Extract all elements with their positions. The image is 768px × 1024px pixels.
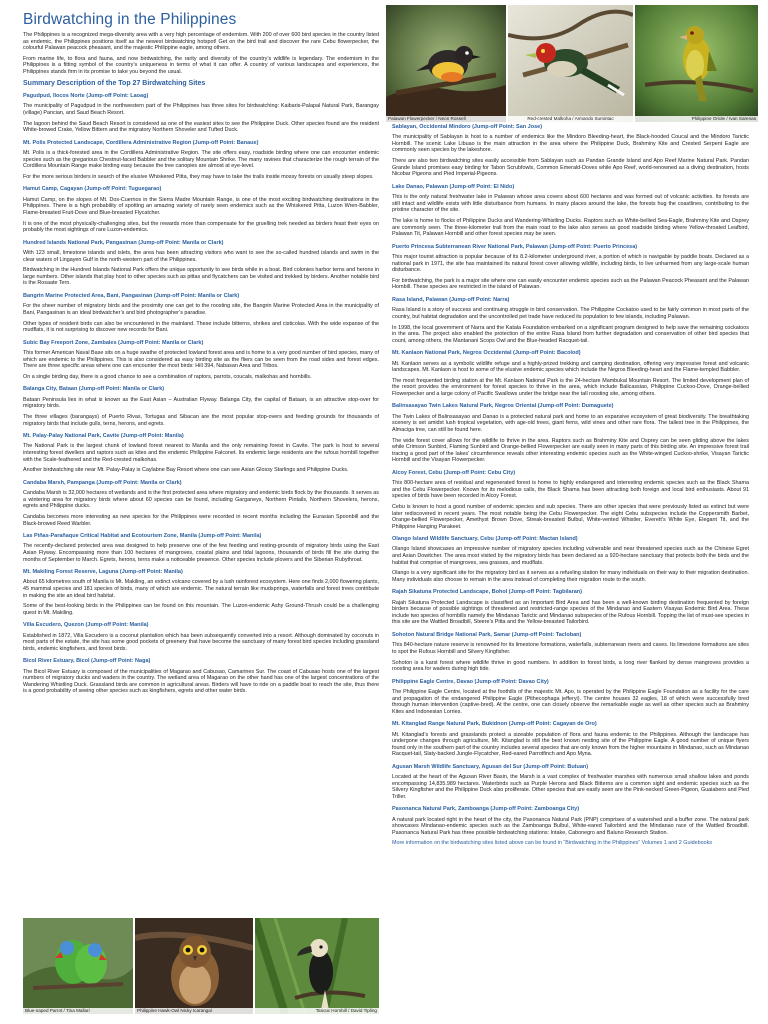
site-heading: Balinsasayao Twin Lakes Natural Park, Negros Oriental (Jump-off Point: Dumaguete) xyxy=(392,403,614,410)
intro-paragraph: From marine life, to flora and fauna, and now birdwatching, the rarity and diversity of the country’s wildlife is legendary. The endemism in the Philippines is a fitting symbol of the country’s uniqueness in terms of what it can offer. A country of various landscapes and experiences, the Philippines stands firm in its promise to take you beyond the usual. xyxy=(23,55,379,75)
site-heading: Philippine Eagle Centre, Davao (Jump-off Point: Davao City) xyxy=(392,678,549,685)
site-paragraph: Established in 1872, Villa Escudero is a coconut plantation which has been subsequently converted into a resort. Although dominated by coconuts in most parts of the estate, the site has some good pockets of greenery that have become the sanctuary of many forest bird species including grassland birds, endemic kingfishers, and forest birds. xyxy=(23,632,379,652)
site-paragraph: Candaba becomes more interesting as new species for the Philippines were recorded in recent months including the Eurasian Spoonbill and the Black-browed Reed Warbler. xyxy=(23,514,379,527)
site-paragraph: Mt. Kanlaon serves as a symbolic wildlife refuge and a highly-prized trekking and camping destination, offering very impressive forest and volcanic landscapes. Mt. Kanlaon is host to some of the elusive endemic species which include the Negros Bleeding-heart and the Flame-templed Babbler. xyxy=(392,360,749,374)
site-paragraph: The Bicol River Estuary is composed of the municipalities of Magarao and Cabusao, Camarines Sur. The coast of Cabusao hosts one of the largest numbers of migratory ducks and waders in the country. The wetland area of Magarao on the other hand has one of the largest concentrations of the Wandering Whistling Duck. Grassland birds are common in agricultural areas. Birders will have to ride on a paddle boat to reach the site, thus there is a good probability of seeing other species such as kingfishers, egrets and other water birds. xyxy=(23,668,379,695)
site-paragraph: The lake is home to flocks of Philippine Ducks and Wandering-Whistling Ducks. Raptors such as White-bellied Sea-Eagle, Brahminy Kite and Osprey are commonly seen. The three-kilometer trail from the main road to the lake also serves as good roadside birding where Yellow-throated Leafbird, Palawan Tit, Palawan Hornbill and other forest species may be seen. xyxy=(392,217,749,238)
site-paragraph: Mt. Kitanglad’s forests and grasslands protect a sizeable population of flora and fauna endemic to the Philippines. Although the landscape has undergone changes through agriculture, Mt. Kitanglad is still the best known nesting site of the Philippine Eagle. A good number of unique flyers found only in the southern part of the country includes several species that are only known from the higher mountains in Mindanao, such as Mindanao Racquet-tail, Slaty-backed Jungle-Flycatcher, Red-eared Parrotfinch and Apo Myna. xyxy=(392,731,749,758)
site-paragraph: Some of the best-looking birds in the Philippines can be found on this mountain. The Luzon-endemic Ashy Ground-Thrush could be a challenging quest in Mt. Makiling. xyxy=(23,603,379,616)
site-heading: Pagudpud, Ilocos Norte (Jump-off Point: Laoag) xyxy=(23,93,149,100)
site-paragraph: This 840-hectare nature reserve is renowned for its limestone formations, waterfalls, subterranean rivers and caves. Its limestone formations are sites to spot the Rufous Hornbill and Silvery Kingfisher. xyxy=(392,642,749,655)
site-paragraph: Candaba Marsh is 32,000 hectares of wetlands and is the first protected area where migratory and endemic birds flock by the thousands. It serves as a wintering area for migratory birds where about 60 species can be found, including Garganeys, Northern Pintails, Northern Shovelers, herons, egrets and Philippine ducks. xyxy=(23,490,379,510)
site-paragraph: The lagoon behind the Saud Beach Resort is considered as one of the easiest sites to see the Philippine Duck. Other species found are the resident White-browed Crake, Yellow Bittern and the migratory Northern Shoveler and Tufted Duck. xyxy=(23,120,379,134)
site-paragraph: Olango Island showcases an impressive number of migratory species including vulnerable and near threatened species such as the Chinese Egret and Asian Dowitcher. The area most visited by the migratory birds has been declared as a 920-hectare sanctuary that protects both the birds and the habitat that comprise of mangroves, sea grasses, and mudflats. xyxy=(392,546,749,566)
site-paragraph: It is one of the most physically-challenging sites, but the rewards more than compensate for the gruelling trek needed as birders feast their eyes on probably the most sightings of rare Luzon-endemics. xyxy=(23,220,379,234)
site-paragraph: A natural park located right in the heart of the city, the Pasonanca Natural Park (PNP) comprises of a watershed and a buffer zone. The natural park showcases Mindanao-endemic species such as the Zamboanga Bulbul, White-eared Tailorbird and the Mindanao race of the Wattled Broadbill. Pasonanca Natural Park has three possible birdwatching stations: Intake, Cabonegro and Baluno Research Station. xyxy=(392,816,749,836)
site-paragraph: The Twin Lakes of Balinsasayao and Danao is a protected natural park and home to an expansive ecosystem of great biodiversity. The breathtaking scenery is set amidst lush tropical vegetation, with age-old trees, giant ferns, wild vines and other rare flora. The tallest tree in the Philippines, the Almaciga tree, can still be found here. xyxy=(392,413,749,433)
site-heading: Olango Island Wildlife Sanctuary, Cebu (Jump-off Point: Mactan Island) xyxy=(392,536,578,543)
right-sites-list xyxy=(392,124,749,836)
site-paragraph: Rajah Sikatuna Protected Landscape is classified as an Important Bird Area and has been a well-known birding destination frequented by foreign birders because of possible sightings of threatened and restricted-range species of the Mindanao and Eastern Visayas Endemic Bird Area. These include two species of hornbills namely the Mindanao Tarictic and Mindanao subspecies of the Rufous Hornbill. Topping the list of must-see species in this site are the Wattled Broadbill, Steere’s Pitta and the Yellow-breasted Tailorbird. xyxy=(392,599,749,626)
photo-philippine-hawk-owl xyxy=(135,918,253,1014)
site-paragraph: The municipality of Sablayan is host to a number of endemics like the Mindoro Bleeding-heart, the Black-hooded Coucal and the Mindoro Tarictic Hornbill. The scenic Lake Libuao is the main attraction in the area where the Philippine Duck, Brahminy Kite and Crested Serpent Eagle are commonly seen species by the lakeshore. xyxy=(392,134,749,154)
site-paragraph: There are also two birdwatching sites easily accessible from Sablayan such as Pandan Grande Island and Apo Reef Marine Natural Park. Pandan Grande Island promises easy birding for Tabon Scrubfowls, Common Emerald-Doves while Apo Reef, world-renowned as a diving destination, hosts Nicobar Pigeons and Pied Imperial-Pigeons. xyxy=(392,158,749,178)
site-heading: Pasonanca Natural Park, Zamboanga (Jump-off Point: Zamboanga City) xyxy=(392,806,580,813)
site-paragraph: This 800-hectare area of residual and regenerated forest is home to highly endangered and interesting endemic species such as the Black Shama and the Cebu Flowerpecker. Known for its melodious calls, the Black Shama has been attracting both foreign and local bird enthusiasts. About 91 species of birds have been recorded in Alcoy Forest. xyxy=(392,480,749,500)
site-heading: Rasa Island, Palawan (Jump-off Point: Narra) xyxy=(392,296,510,303)
site-heading: Lake Danao, Palawan (Jump-off Point: El Nido) xyxy=(392,183,515,190)
site-paragraph: The recently-declared protected area was designed to help preserve one of the few feeding and resting-grounds of migratory birds using the East Asian Flyway. Encompassing more than 100 hectares of mangroves, coastal plains and tidal lagoons, thousands of birds fill the site during the months of September to March. Egrets, herons, terns make a noticeable presence. Other species include plovers and the Siberian Rubythroat. xyxy=(23,543,379,563)
intro-paragraph: The Philippines is a recognized mega-diversity area with a very high percentage of endemism. With 200 of over 600 bird species in the country listed as endemic, the Philippines positions itself as the newest birdwatching hotspot! Get on the bird trail and discover the rare Cebu flowerpecker, the colourful Palawan peacock pheasant, and the majestic Philippine eagle, among others. xyxy=(23,32,379,52)
top-photo-strip xyxy=(386,5,758,122)
photo-palawan-flowerpecker xyxy=(386,5,506,122)
site-heading: Balanga City, Bataan (Jump-off Point: Manila or Clark) xyxy=(23,386,165,393)
site-paragraph: The wide forest cover allows for the wildlife to thrive in the area. Raptors such as Brahminy Kite and Osprey can be seen gliding above the lakes while Crimson Sunbird, Flaming Sunbird and Orange-bellied Flowerpecker are easily seen in many parts of this birding site. An impressive forest trail tracing a good part of the lakes’ circumference reveals other interesting endemic species such as the White-winged Cuckoo-shrike, Visayan Tarictic Hornbill and the Visayan Flowerpecker. xyxy=(392,437,749,464)
site-heading: Mt. Polis Protected Landscape, Cordillera Administrative Region (Jump-off Point: Banaue) xyxy=(23,139,259,146)
site-paragraph: This former American Naval Base sits on a huge swathe of protected lowland forest area and is home to a very good number of bird species, many of which are endemic to the Philippines. This is also considered as easy birding site as the fliers can be seen from the road sides and forest edges. There are three specific areas where one can encounter the most birds: Hill 394, Nabasan Area and Tribos. xyxy=(23,350,379,370)
site-paragraph: Other types of resident birds can also be encountered in the mainland. These include bitterns, shrikes and cisticolas. With the wide expanse of the mudflats, it is not surprising to discover new records for Bani. xyxy=(23,320,379,334)
site-heading: Las Piñas-Parañaque Critical Habitat and Ecotourism Zone, Manila (Jump-off Point: Manila) xyxy=(23,533,262,540)
site-paragraph: The National Park is the largest chunk of lowland forest nearest to Manila and the only remaining forest in Cavite. The park is host to several interesting forest dwellers and raptors such as kites and the endemic Philippine Falconet. Its endemic large residents are the rufous hornbill together with the Scale-feathered and the Red-crested malkohas. xyxy=(23,443,379,463)
photo-caption: Blue-naped Parrot / Tina Mallari xyxy=(23,1008,133,1014)
site-heading: Sablayan, Occidental Mindoro (Jump-off Point: San Jose) xyxy=(392,124,543,130)
site-heading: Hamut Camp, Cagayan (Jump-off Point: Tuguegarao) xyxy=(23,186,162,193)
site-paragraph: The Philippine Eagle Centre, located at the foothills of the majestic Mt. Apo, is operated by the Philippine Eagle Foundation as a facility for the care and propagation of the endangered Philippine Eagle (Pithecophaga jefferyi). The centre houses 32 eagles, 18 of which were successfully bred through human intervention (captive-bred). At the centre, one can closely observe the remarkable eagle as well as other species such as Brahminy Kites and Indonesian Lorries. xyxy=(392,689,749,715)
right-column xyxy=(392,124,749,851)
site-heading: Sohoton Natural Bridge National Park, Samar (Jump-off Point: Tacloban) xyxy=(392,631,582,638)
site-paragraph: For the more serious birders in search of the elusive Whiskered Pitta, they may have to take the trails inside mossy forests on usually steep slopes. xyxy=(23,173,374,180)
site-paragraph: Rasa Island is a story of success and continuing struggle in bird conservation. The Philippine Cockatoo used to be fairly common in most parts of the country, but habitat degradation and the uncontrolled pet trade have reduced its population to few islands, including Palawan. xyxy=(392,307,749,320)
photo-caption: Tarictic Hornbill / David Tipling xyxy=(255,1008,379,1014)
site-heading: Bicol River Estuary, Bicol (Jump-off Point: Naga) xyxy=(23,658,151,665)
site-paragraph: Cebu is known to host a good number of endemic species and sub species. There are other species that were previously listed as extinct but were later rediscovered in recent years. The most notable being the Cebu Flowerpecker. The eight Cebu subspecies include the Coppersmith Barbet, Orange-bellied Flowerpecker, Amethyst Brown Dove, Streak-breasted Bulbul, White-vented Whistler, Everett’s White Eye, Elegant Tit, and the Philippine Hanging Parakeet. xyxy=(392,503,749,530)
site-heading: Mt. Kanlaon National Park, Negros Occidental (Jump-off Point: Bacolod) xyxy=(392,350,581,357)
site-paragraph: For the sheer number of migratory birds and the proximity one can get to the roosting site, the Bangrin Marine Protected Area in the municipality of Bani, Pangasinan is an ideal birdwatcher’s and bird photographer’s paradise. xyxy=(23,303,379,316)
more-info-note: More information on the birdwatching sites listed above can be found in “Birdwatching in the Philippines” Volumes 1 and 2 Guidebooks xyxy=(392,840,713,847)
left-column xyxy=(23,32,379,699)
left-sites-list xyxy=(23,93,379,695)
site-paragraph: This major tourist attraction is popular because of its 8.2-kilometer underground river, a portion of which is navigable by paddle boats. Declared as a national park in 1971, the site has maintained its natural forest cover allowing wildlife, including birds, to live unharmed from any large-scale human disturbance. xyxy=(392,253,749,274)
site-paragraph: Hamut Camp, on the slopes of Mt. Dos-Cuernos in the Sierra Madre Mountain Range, is one of the most exciting birdwatching destinations in the Philippines. There is a high probability of spotting an amazing variety of rarely seen endemics such as the Whiskered Pitta, Luzon Wren-Babbler, Flame-breasted Fruit-Dove and Blue-breasted Flycatcher. xyxy=(23,196,379,216)
site-heading: Candaba Marsh, Pampanga (Jump-off Point: Manila or Clark) xyxy=(23,479,182,486)
site-paragraph: Olango is a very significant site for the migratory bird as it serves as a refueling station for many individuals on their way to their migration destination. Many individuals also choose to remain in the area instead of completing their migration route to the south. xyxy=(392,570,749,583)
site-paragraph: Bataan Peninsula lies in what is known as the East Asian – Australian Flyway. Balanga City, the capital of Bataan, is an attractive stop-over for migratory birds. xyxy=(23,396,379,410)
photo-caption: Philippine Hawk-Owl Nicky Icarangal xyxy=(135,1008,253,1014)
site-paragraph: The most frequented birding station at the Mt. Kanlaon National Park is the 24-hectare Mambukal Mountain Resort. The limited development plan of the resort provides the environment for forest species to thrive in the area, which include Balicassiao, Philippine Cuckoo-Dove, Orange-bellied Flowerpecker and a large colony of Pacific Swallows under the bridge near the tall roosting site, among others. xyxy=(392,377,749,397)
site-heading: Subic Bay Freeport Zone, Zambales (Jump-off Point: Manila or Clark) xyxy=(23,339,204,346)
site-paragraph: For birdwatching, the park is a major site where one can easily encounter endemic species such as the Palawan Peacock Pheasant and the Palawan Hornbill. These species are restricted in the island of Palawan. xyxy=(392,277,749,291)
site-heading: Alcoy Forest, Cebu (Jump-off Point: Cebu City) xyxy=(392,469,516,476)
site-heading: Rajah Sikatuna Protected Landscape, Bohol (Jump-off Point: Tagbilaran) xyxy=(392,589,582,596)
summary-heading: Summary Description of the Top 27 Birdwatching Sites xyxy=(23,80,206,88)
site-paragraph: Another birdwatching site near Mt. Palay-Palay is Caylabne Bay Resort where one can see Asian Glossy Starlings and Philippine Ducks. xyxy=(23,467,349,474)
site-paragraph: Birdwatching in the Hundred Islands National Park offers the unique opportunity to see birds while in a boat. Bird colonies harbor terns and herons in large numbers. Other islands that play host to other species such as pittas and flycatchers can be visited and trekked by birders. Another notable bird is the Rosaate Tern. xyxy=(23,267,379,287)
site-paragraph: In 1998, the local government of Narra and the Katala Foundation embarked on a significant program designed to help save the remaining cockatoos in the area. The project also enabled the protection of the entire Rasa Island from further degradation and conservation of other bird species that count, among others, the Mantanani Scops Owl and the Blue-headed Racquet-tail. xyxy=(392,324,749,344)
site-paragraph: Mt. Polis is a thick-forested area in the Cordillera Administrative Region. The site offers easy, roadside birding where one can encounter endemic species such as the gregarious Chestnut-faced Babbler and the solitary Mountain Shrike. The many ravines that characterize the rough terrain of the Cordillera Mountain Range make birding easy because the tree canopies are almost at eye-level. xyxy=(23,150,379,170)
site-paragraph: The municipality of Pagudpud in the northwestern part of the Philippines has three sites for birdwatching: Kaibaris-Palapal Natural Park, Barangay (village) Pancian, and Saud Beach Resort. xyxy=(23,103,379,116)
site-paragraph: Located at the heart of the Agusan River Basin, the Marsh is a vast complex of freshwater marshes with numerous small shallow lakes and ponds encompassing 14,835.989 hectares. Waterbirds such as Purple Herons and Black Bitterns are a common sight and endemic species such as the Silvery Kingfisher and the Philippine Duck also proliferate. Other species that are easily seen are the Pink-necked Green-Pigeon, Guaiabero and Pied Triller. xyxy=(392,774,749,800)
site-heading: Mt. Kitanglad Range Natural Park, Bukidnon (Jump-off Point: Cagayan de Oro) xyxy=(392,721,597,728)
site-paragraph: This is the only natural freshwater lake in Palawan whose area covers about 600 hectares and was formed out of volcanic activities. Its forests are still intact and wildlife exists with little disturbance from humans. In many places around the lake, the forests hug the coastlines, contributing to the pristine character of the site. xyxy=(392,194,749,214)
site-heading: Bangrin Marine Protected Area, Bani, Pangasinan (Jump-off Point: Manila or Clark) xyxy=(23,292,240,299)
site-paragraph: On a single birding day, there is a good chance to see a combination of raptors, parrots, coucals, malkohas and hornbills. xyxy=(23,373,312,380)
site-heading: Mt. Palay-Palay National Park, Cavite (Jump-off Point: Manila) xyxy=(23,433,184,440)
photo-caption: Red-crested Malkoha / Armando Sumintac xyxy=(508,116,633,122)
site-heading: Villa Escudero, Quezon (Jump-off Point: Manila) xyxy=(23,622,149,629)
site-heading: Mt. Makiling Forest Reserve, Laguna (Jump-off Point: Manila) xyxy=(23,569,183,576)
site-paragraph: About 65 kilometres south of Manila is Mt. Makiling, an extinct volcano covered by a lush rainforest ecosystem. Here one finds 2,000 flowering plants, 45 mammal species and 181 species of birds, many of which are endemic. The natural terrain like mudsprings, waterfalls and forest trees contribute in making the site an ideal bird habitat. xyxy=(23,579,379,599)
photo-philippine-oriole xyxy=(635,5,758,122)
site-heading: Hundred Islands National Park, Pangasinan (Jump-off Point: Manila or Clark) xyxy=(23,239,224,246)
photo-blue-naped-parrot xyxy=(23,918,133,1014)
site-paragraph: With 123 small, limestone islands and islets, the area has been attracting visitors who want to see the so-called hundred islands and swim in the clear waters of Lingayen Gulf in the north-western part of the Philippines. xyxy=(23,250,379,263)
site-paragraph: The three villages (barangays) of Puerto Rivas, Tortugas and Sibacan are the most popular stop-overs and feeding grounds for thousands of migratory birds that include gulls, terns, herons, and egrets. xyxy=(23,414,379,427)
bottom-photo-strip xyxy=(23,918,379,1014)
site-heading: Agusan Marsh Wildlife Sanctuary, Agusan del Sur (Jump-off Point: Butuan) xyxy=(392,763,589,770)
photo-red-crested-malkoha xyxy=(508,5,633,122)
photo-caption: Palawan Flowerpecker / Neon Rossell xyxy=(386,116,506,122)
page-title: Birdwatching in the Philippines xyxy=(23,11,237,28)
site-heading: Puerto Princesa Subterranean River National Park, Palawan (Jump-off Point: Puerto Princesa) xyxy=(392,243,638,250)
photo-tarictic-hornbill xyxy=(255,918,379,1014)
site-paragraph: Sohoton is a karst forest where wildlife thrive in good numbers. In addition to forest birds, a long river flanked by dense mangroves provides a roosting area for waders during high tide. xyxy=(392,659,749,673)
photo-caption: Philippine Oriole / Ivan Sarenas xyxy=(635,116,758,122)
